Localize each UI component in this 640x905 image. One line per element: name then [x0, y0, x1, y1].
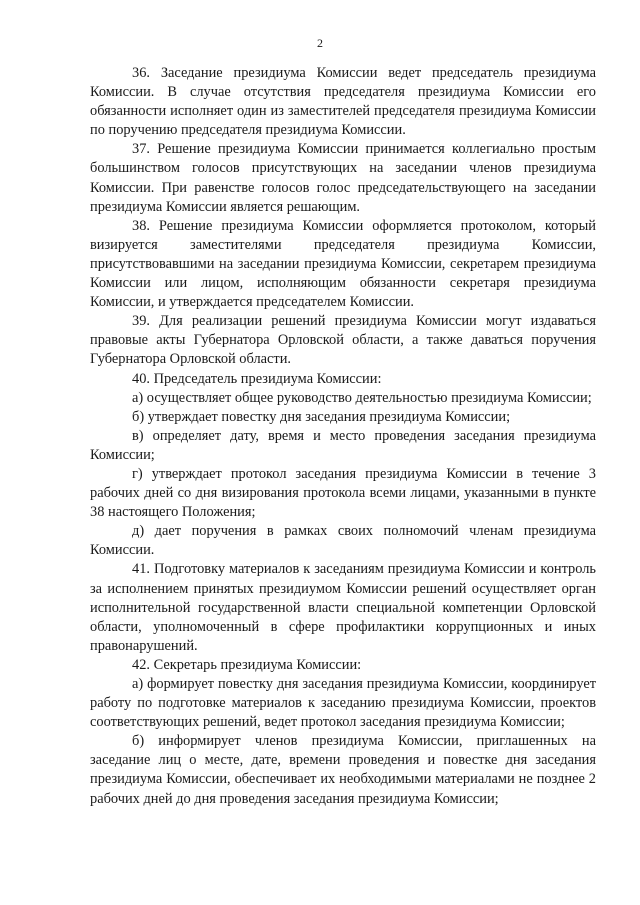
paragraph-38: 38. Решение президиума Комиссии оформляется протоколом, который визируется заместителями председателя президиума Комиссии, присутствовавшими на заседании президиума Комиссии, секретарем президиума Комиссии или лицом, исполняющим обязанности секретаря президиума Комиссии, и утверждается председателем Комиссии.: [90, 217, 596, 311]
paragraph-42-b: б) информирует членов президиума Комиссии, приглашенных на заседание лиц о месте, дате, времени проведения и повестке дня заседания президиума Комиссии, обеспечивает их необходимыми материалами не позднее 2 рабочих дней до дня проведения заседания президиума Комиссии;: [90, 733, 596, 807]
page-number: 2: [317, 36, 323, 50]
paragraph-40-d: д) дает поручения в рамках своих полномочий членам президиума Комиссии.: [90, 523, 596, 559]
paragraph-40-a: а) осуществляет общее руководство деятельностью президиума Комиссии;: [132, 389, 592, 406]
paragraph-40-v: в) определяет дату, время и место проведения заседания президиума Комиссии;: [90, 427, 596, 463]
paragraph-36: 36. Заседание президиума Комиссии ведет председатель президиума Комиссии. В случае отсутствия председателя президиума Комиссии его обязанности исполняет один из заместителей председателя президиума Комиссии по поручению председателя президиума Комиссии.: [90, 65, 596, 139]
paragraph-41: 41. Подготовку материалов к заседаниям президиума Комиссии и контроль за исполнением принятых президиумом Комиссии решений осуществляет орган исполнительной государственной власти специальной компетенции Орловской области, уполномоченный в сфере профилактики коррупционных и иных правонарушений.: [90, 561, 596, 654]
paragraph-42-a: а) формирует повестку дня заседания президиума Комиссии, координирует работу по подготовке материалов к заседанию президиума Комиссии, проектов соответствующих решений, ведет протокол заседания президиума Комиссии;: [90, 676, 596, 731]
paragraph-40-g: г) утверждает протокол заседания президиума Комиссии в течение 3 рабочих дней со дня визирования протокола всеми лицами, указанными в пункте 38 настоящего Положения;: [90, 465, 596, 521]
paragraph-37: 37. Решение президиума Комиссии принимается коллегиально простым большинством голосов присутствующих на заседании членов президиума Комиссии. При равенстве голосов голос председательствующего на заседании президиума Комиссии является решающим.: [90, 141, 596, 215]
paragraph-39: 39. Для реализации решений президиума Комиссии могут издаваться правовые акты Губернатора Орловской области, а также даваться поручения Губернатора Орловской области.: [90, 313, 596, 368]
paragraph-40-b: б) утверждает повестку дня заседания президиума Комиссии;: [132, 408, 511, 425]
paragraph-40-heading: 40. Председатель президиума Комиссии:: [132, 370, 382, 387]
paragraph-42-heading: 42. Секретарь президиума Комиссии:: [132, 656, 362, 673]
document-body: [90, 64, 596, 809]
